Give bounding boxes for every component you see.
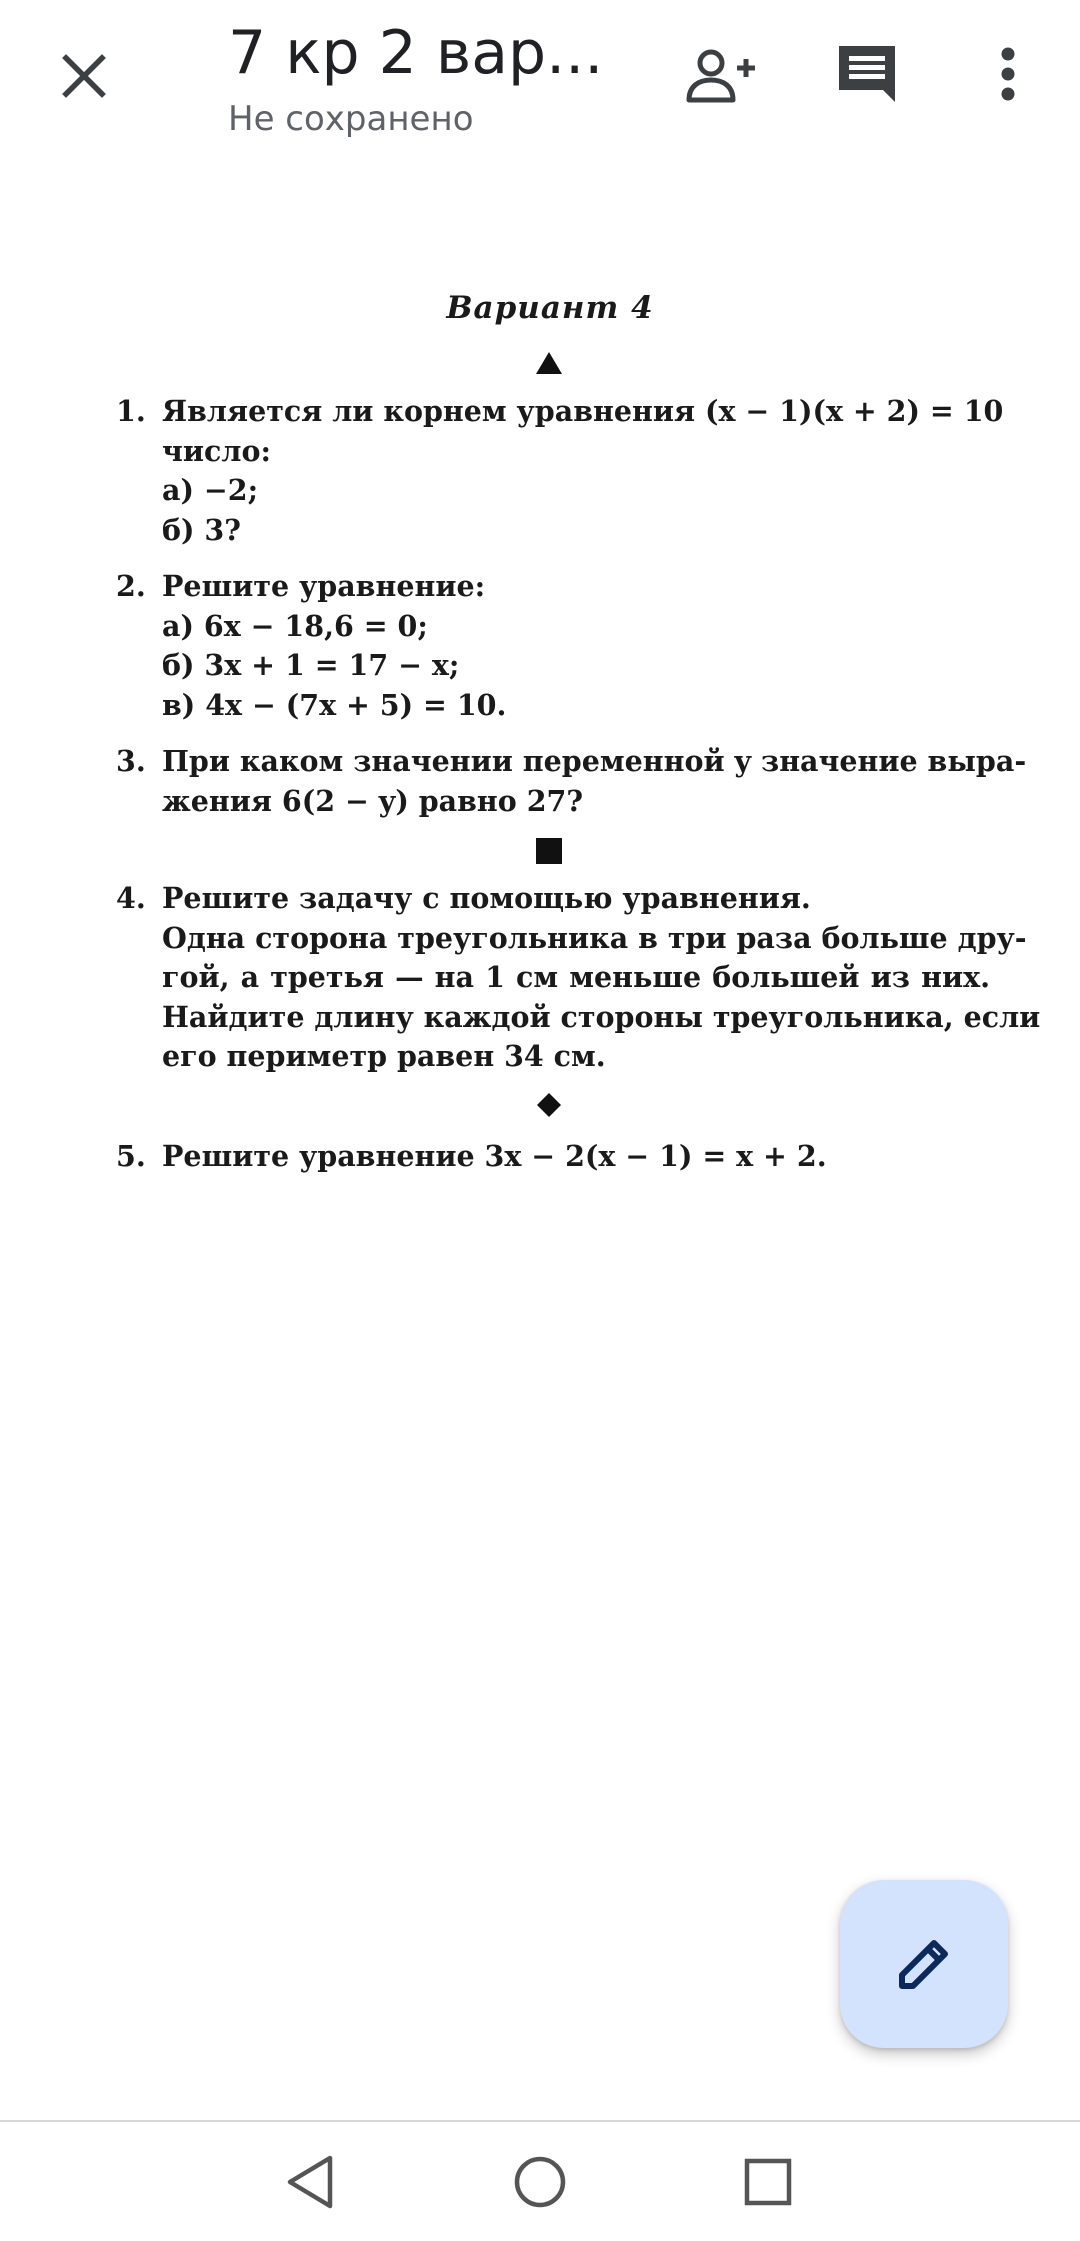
task-line: жения 6(2 − y) равно 27? — [162, 783, 584, 818]
nav-recents-button[interactable] — [728, 2142, 808, 2222]
task-number: 3. — [116, 744, 146, 778]
task-line: Является ли корнем уравнения (x − 1)(x + 2) = 10 — [162, 394, 1004, 428]
home-icon — [512, 2154, 568, 2210]
task-line: число: — [162, 433, 271, 468]
comment-icon — [835, 42, 899, 106]
task-line: б) 3x + 1 = 17 − x; — [162, 648, 460, 682]
task-number: 2. — [116, 569, 146, 603]
task-line: б) 3? — [162, 512, 241, 547]
document-title[interactable]: 7 кр 2 вар... — [228, 18, 604, 88]
variant-heading: Вариант 4 — [446, 290, 654, 326]
task-line: гой, а третья — на 1 см меньше большей из них. — [162, 960, 990, 994]
edit-pencil-icon — [894, 1934, 954, 1994]
triangle-marker-icon — [536, 352, 562, 374]
comments-button[interactable] — [822, 34, 912, 114]
more-vert-icon — [998, 46, 1018, 102]
close-button[interactable] — [44, 36, 124, 116]
task-line: При каком значении переменной y значение выра- — [162, 744, 1027, 778]
task-number: 1. — [116, 394, 146, 428]
diamond-marker-icon — [537, 1093, 561, 1117]
task-line: в) 4x − (7x + 5) = 10. — [162, 687, 507, 722]
task-line: а) 6x − 18,6 = 0; — [162, 608, 428, 643]
close-icon — [60, 52, 108, 100]
task-line: а) −2; — [162, 473, 259, 507]
add-person-icon — [685, 48, 757, 104]
square-marker-icon — [536, 838, 562, 864]
task-line: его периметр равен 34 см. — [162, 1039, 606, 1073]
nav-back-button[interactable] — [270, 2142, 350, 2222]
task-line: Найдите длину каждой стороны треугольника, если — [162, 999, 1041, 1034]
system-nav-bar — [0, 2120, 1080, 2241]
back-icon — [284, 2154, 336, 2210]
task-line: Решите уравнение 3x − 2(x − 1) = x + 2. — [162, 1139, 827, 1173]
more-options-button[interactable] — [968, 34, 1048, 114]
task-line: Одна сторона треугольника в три раза больше дру- — [162, 920, 1027, 955]
app-bar — [0, 0, 1080, 150]
nav-home-button[interactable] — [500, 2142, 580, 2222]
task-line: Решите задачу с помощью уравнения. — [162, 881, 811, 915]
share-button[interactable] — [676, 36, 766, 116]
task-number: 4. — [116, 881, 146, 915]
save-status: Не сохранено — [228, 99, 474, 139]
edit-fab-button[interactable] — [840, 1880, 1008, 2048]
recents-icon — [742, 2156, 794, 2208]
task-number: 5. — [116, 1139, 146, 1173]
task-line: Решите уравнение: — [162, 569, 486, 603]
